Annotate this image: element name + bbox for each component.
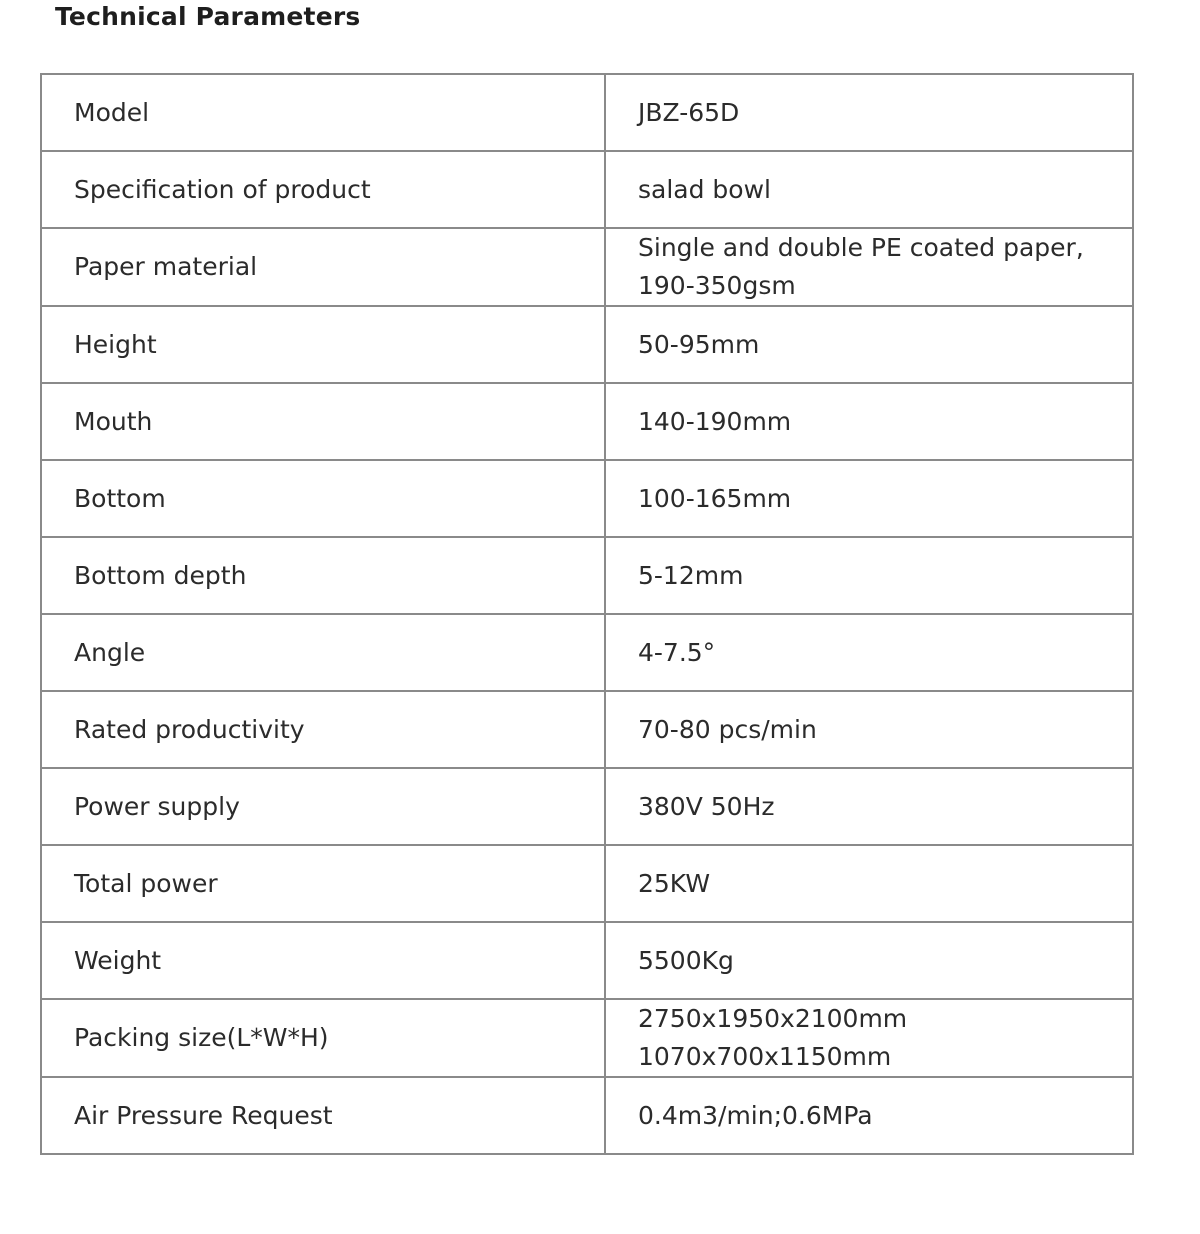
parameter-name: Bottom depth: [41, 537, 605, 614]
value-line: 1070x700x1150mm: [638, 1042, 892, 1071]
value-line: salad bowl: [638, 174, 771, 204]
value-line: 70-80 pcs/min: [638, 714, 817, 744]
parameter-value: [605, 999, 1133, 1077]
table-row: [41, 1077, 1133, 1154]
value-line: 2750x1950x2100mm: [638, 1004, 908, 1033]
parameter-name: Rated productivity: [41, 691, 605, 768]
parameter-name: Air Pressure Request: [41, 1077, 605, 1154]
table-row: [41, 151, 1133, 228]
parameter-name: Mouth: [41, 383, 605, 460]
parameter-name: Total power: [41, 845, 605, 922]
table-row: [41, 306, 1133, 383]
value-line: 0.4m3/min;0.6MPa: [638, 1100, 873, 1130]
parameter-value: [605, 845, 1133, 922]
parameter-value: [605, 74, 1133, 151]
parameter-name: Model: [41, 74, 605, 151]
parameter-name: Specification of product: [41, 151, 605, 228]
parameter-value: [605, 614, 1133, 691]
value-line: 380V 50Hz: [638, 791, 775, 821]
parameter-value: [605, 228, 1133, 306]
parameter-value: [605, 922, 1133, 999]
parameter-value: [605, 1077, 1133, 1154]
value-line: 50-95mm: [638, 329, 760, 359]
parameter-value: [605, 537, 1133, 614]
table-row: [41, 74, 1133, 151]
table-body: [41, 74, 1133, 1154]
value-line: JBZ-65D: [638, 97, 740, 127]
parameter-name: Power supply: [41, 768, 605, 845]
parameter-value: [605, 383, 1133, 460]
technical-parameters-table: [40, 73, 1134, 1155]
parameter-name: Packing size(L*W*H): [41, 999, 605, 1077]
value-line: 190-350gsm: [638, 271, 796, 300]
value-line: 140-190mm: [638, 406, 792, 436]
table-row: [41, 999, 1133, 1077]
value-line: Single and double PE coated paper,: [638, 233, 1084, 262]
table-row: [41, 922, 1133, 999]
table-row: [41, 845, 1133, 922]
parameter-value: [605, 151, 1133, 228]
value-line: 25KW: [638, 868, 711, 898]
parameter-name: Weight: [41, 922, 605, 999]
value-line: 100-165mm: [638, 483, 792, 513]
parameter-value: [605, 768, 1133, 845]
table-row: [41, 460, 1133, 537]
value-line: 4-7.5°: [638, 637, 716, 667]
parameter-name: Bottom: [41, 460, 605, 537]
value-line: 5500Kg: [638, 945, 734, 975]
table-row: [41, 383, 1133, 460]
table-row: [41, 228, 1133, 306]
page-title: Technical Parameters: [55, 2, 361, 31]
table-row: [41, 537, 1133, 614]
table-row: [41, 691, 1133, 768]
parameter-value: [605, 460, 1133, 537]
table-row: [41, 768, 1133, 845]
parameter-value: [605, 691, 1133, 768]
parameter-name: Angle: [41, 614, 605, 691]
table-row: [41, 614, 1133, 691]
parameter-name: Height: [41, 306, 605, 383]
value-line: 5-12mm: [638, 560, 744, 590]
parameter-value: [605, 306, 1133, 383]
parameter-name: Paper material: [41, 228, 605, 306]
